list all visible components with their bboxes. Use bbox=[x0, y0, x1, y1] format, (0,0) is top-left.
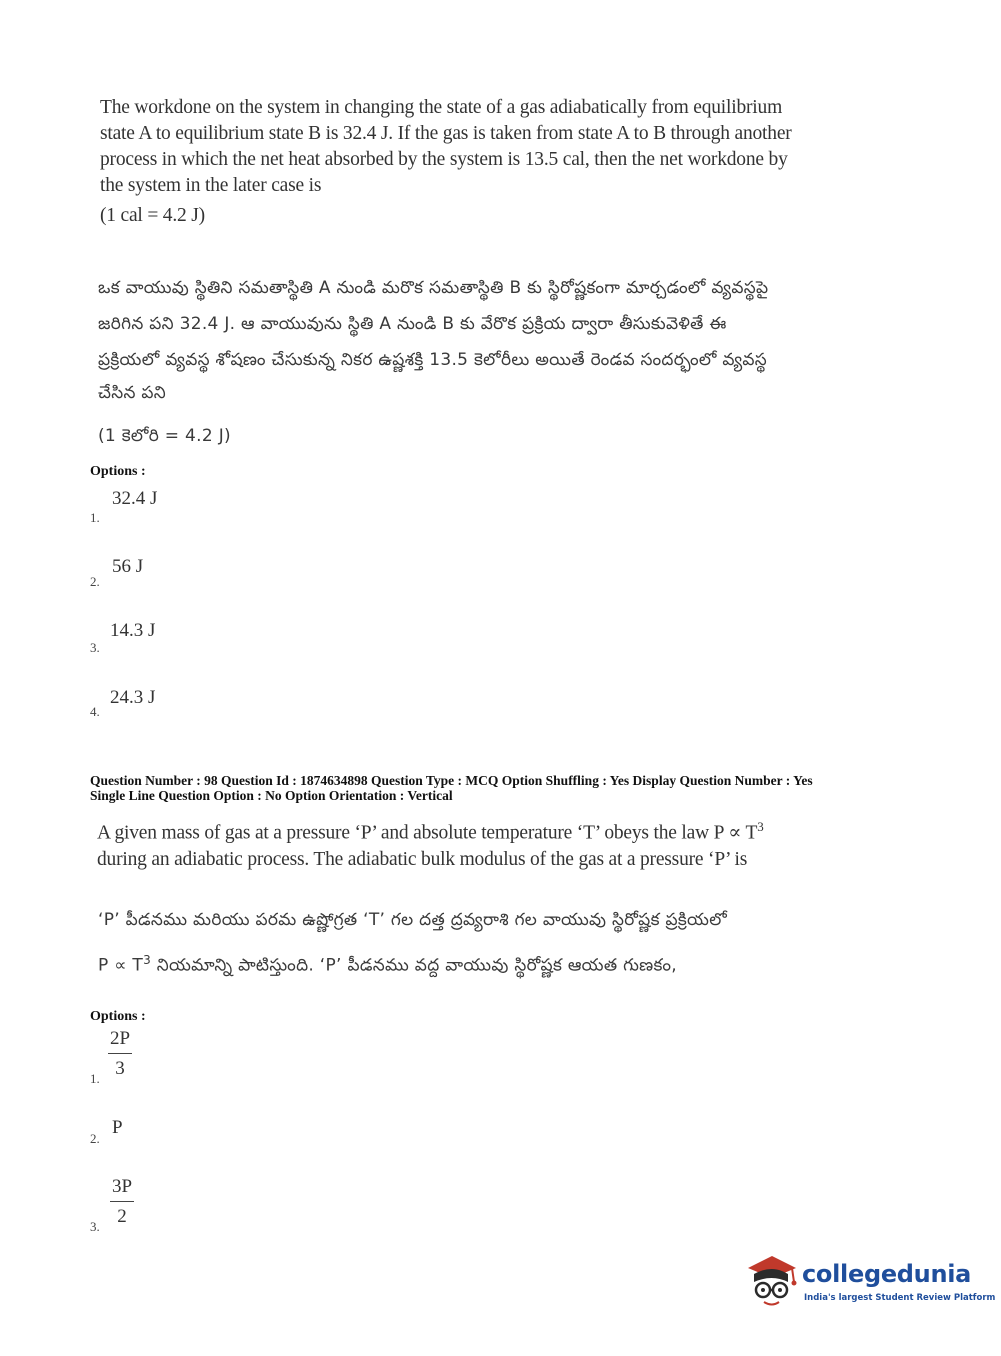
brand-name: collegedunia bbox=[802, 1260, 972, 1288]
q2-option-1-value[interactable] bbox=[108, 1028, 132, 1080]
q2-english-line-2: during an adiabatic process. The adiabatic bulk modulus of the gas at a pressure ‘P’ is bbox=[97, 848, 748, 870]
q1-english-line: the system in the later case is bbox=[100, 175, 322, 196]
q1-english-line: The workdone on the system in changing the state of a gas adiabatically from equilibrium bbox=[100, 97, 783, 118]
q2-telugu-line-1: ‘P’ పీడనము మరియు పరమ ఉష్ణోగ్రత ‘T’ గల దత్త ద్రవ్యరాశి గల వాయువు స్థిరోష్ణక ప్రక్రియలో bbox=[98, 910, 727, 930]
q1-english-line: state A to equilibrium state B is 32.4 J. If the gas is taken from state A to B through another bbox=[100, 123, 792, 144]
q2-option-2-number: 2. bbox=[90, 1131, 100, 1146]
q1-english-line: process in which the net heat absorbed by the system is 13.5 cal, then the net workdone by bbox=[100, 149, 788, 170]
q2-meta bbox=[90, 773, 990, 803]
q1-telugu-text bbox=[98, 270, 938, 454]
brand-logo[interactable] bbox=[742, 1250, 996, 1312]
q2-telugu-line-2 bbox=[98, 942, 938, 984]
q1-english-text bbox=[100, 95, 920, 229]
q2-english-exponent: 3 bbox=[757, 819, 764, 834]
q2-meta-line-1: Question Number : 98 Question Id : 1874634898 Question Type : MCQ Option Shuffling : Yes Display Question Number : Yes bbox=[90, 773, 813, 788]
q1-telugu-line: ప్రక్రియలో వ్యవస్థ శోషణం చేసుకున్న నికర ఉష్ణశక్తి 13.5 కెలోరీలు అయితే రెండవ సందర్భంలో వ్యవస్థ bbox=[98, 350, 768, 370]
q1-telugu-line: జరిగిన పని 32.4 J. ఆ వాయువును స్థితి A నుండి B కు వేరొక ప్రక్రియ ద్వారా తీసుకువెళితే ఈ bbox=[98, 314, 727, 334]
q2-option-3-number: 3. bbox=[90, 1219, 100, 1234]
q2-option-2-value[interactable]: P bbox=[112, 1117, 123, 1138]
q2-english-text bbox=[97, 814, 927, 873]
q1-option-4-number: 4. bbox=[90, 704, 100, 719]
q2-telugu-exponent: 3 bbox=[143, 953, 152, 967]
q2-option-1-numerator: 2P bbox=[108, 1028, 132, 1054]
q1-option-3-number: 3. bbox=[90, 640, 100, 655]
q1-option-3-value[interactable]: 14.3 J bbox=[110, 620, 156, 641]
q1-option-1-value[interactable]: 32.4 J bbox=[112, 488, 158, 509]
q1-telugu-note: (1 కెలోరి = 4.2 J) bbox=[98, 426, 231, 446]
q2-telugu-line-2-text: నియమాన్ని పాటిస్తుంది. ‘P’ పీడనము వద్ద వాయువు స్థిరోష్ణక ఆయత గుణకం, bbox=[151, 955, 678, 976]
q2-options-label: Options : bbox=[90, 1009, 146, 1024]
mascot-icon bbox=[742, 1252, 800, 1310]
q2-english-line-1 bbox=[97, 814, 927, 847]
q1-option-1-number: 1. bbox=[90, 510, 100, 525]
q2-telugu-law: P ∝ T bbox=[98, 955, 144, 976]
q2-option-1-denominator: 3 bbox=[115, 1058, 125, 1079]
q2-english-line-1-text: A given mass of gas at a pressure ‘P’ and absolute temperature ‘T’ obeys the law P ∝ T bbox=[97, 822, 758, 844]
brand-tagline: India's largest Student Review Platform bbox=[804, 1293, 996, 1303]
q1-options-label: Options : bbox=[90, 464, 146, 479]
q1-telugu-line: చేసిన పని bbox=[98, 383, 167, 403]
q2-option-3-value[interactable] bbox=[110, 1176, 134, 1228]
q1-option-4-value[interactable]: 24.3 J bbox=[110, 687, 156, 708]
q1-english-note: (1 cal = 4.2 J) bbox=[100, 205, 205, 226]
q1-option-2-number: 2. bbox=[90, 574, 100, 589]
q2-telugu-text bbox=[98, 902, 938, 984]
q2-option-3-denominator: 2 bbox=[117, 1206, 127, 1227]
q1-option-2-value[interactable]: 56 J bbox=[112, 556, 144, 577]
q1-telugu-line: ఒక వాయువు స్థితిని సమతాస్థితి A నుండి మరొక సమతాస్థితి B కు స్థిరోష్ణకంగా మార్చడంలో వ్యవస్థపై bbox=[98, 278, 769, 298]
q2-option-3-numerator: 3P bbox=[110, 1176, 134, 1202]
q2-option-1-number: 1. bbox=[90, 1071, 100, 1086]
q2-meta-line-2: Single Line Question Option : No Option Orientation : Vertical bbox=[90, 788, 453, 803]
